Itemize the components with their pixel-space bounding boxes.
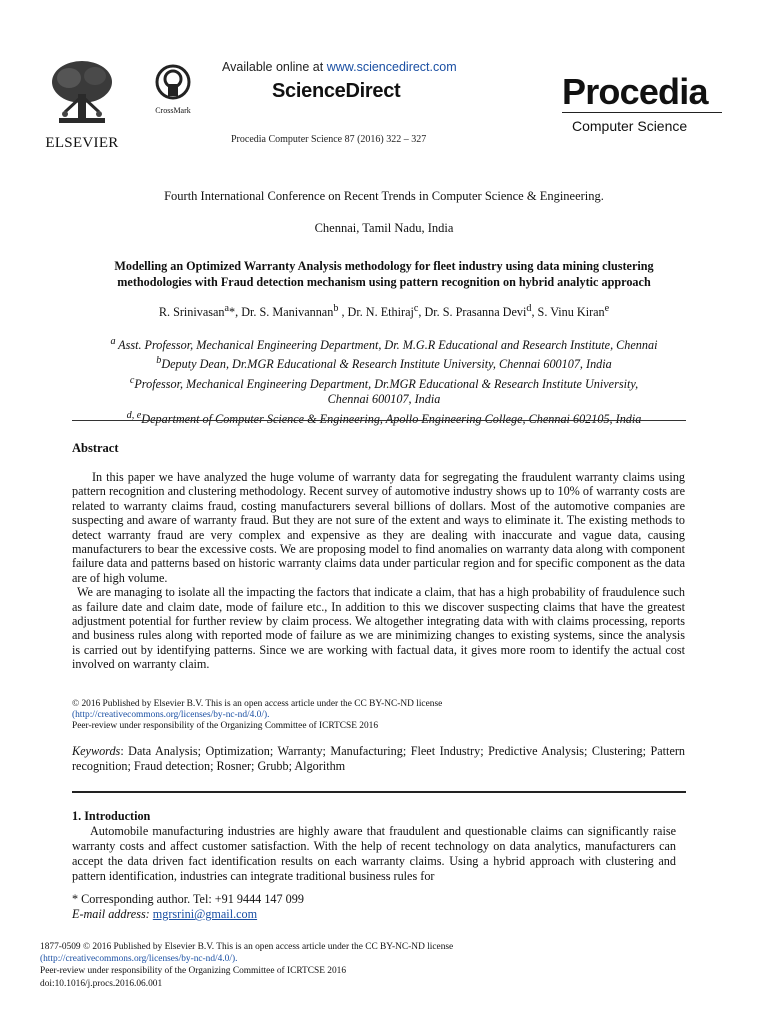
crossmark-icon (155, 64, 191, 100)
affiliation-a (0, 334, 768, 353)
conference-location: Chennai, Tamil Nadu, India (314, 221, 454, 235)
author-mark: , (531, 305, 538, 320)
affiliation-sup: a (110, 336, 119, 347)
author-name: R. Srinivasan (158, 305, 225, 320)
doi[interactable]: doi:10.1016/j.procs.2016.06.001 (40, 978, 163, 989)
crossmark-label: CrossMark (155, 106, 191, 115)
abstract-paragraph-2: We are managing to isolate all the impacting the factors that indicate a claim, that has a high probability of fraudulence such as failure date and claim date, mode of failure etc., In addition to this we discover suspecting claims that have the greatest adjustment potential for further review by claim process. We altogether integrating data with with claims processing, reports and business rules along with reported mode of failure as we are minimizing changes to existing systems, since the analysis is carried out by identifying patterns. Since we are working with factual data, it gives more room to identify the actual cost involved on warranty claim. (72, 585, 685, 672)
introduction-paragraph: Automobile manufacturing industries are highly aware that fraudulent and questionable claims can significantly raise warranty costs and affect customer satisfaction. With the help of recent technology on data analytics, manufacturers can accept the data driven fact identification results on each warranty claims. Using a hybrid approach with clustering and pattern identification, industries can integrate traditional business rules for (72, 824, 676, 883)
affiliation-c (0, 373, 768, 392)
elsevier-logo (40, 58, 124, 152)
author-mark: , (418, 305, 425, 320)
procedia-subtitle: Computer Science (572, 118, 688, 134)
paper-title (0, 258, 768, 290)
corresponding-footnote (72, 892, 304, 922)
author-mark: , (338, 305, 348, 320)
email-label: E-mail address: (72, 907, 150, 921)
affiliation-text: Professor, Mechanical Engineering Department, Dr.MGR Educational & Research Institute University, (134, 377, 639, 391)
abstract-body (72, 470, 685, 672)
affiliation-b (0, 353, 768, 372)
email-link[interactable]: mgrsrini@gmail.com (152, 907, 258, 921)
abstract-paragraph-1: In this paper we have analyzed the huge volume of warranty data for segregating the fraudulent warranty claims using pattern recognition and clustering methodology. Recent survey of automotive industry shows up to 10% of warranty costs are related to warranty claims fraud, costing manufacturers several billions of dollars. Most of the automotive companies are suspecting and aware of warranty fraud. But they are not sure of the extent and ways to eliminate it. The existing methods to detect warranty fraud are very complex and expensive as they are dealing with inaccurate and vague data, causing manufacturers to bear the excessive costs. We are proposing model to find anomalies on warranty data along with component failure data and patterns based on historic warranty claims data under particular region and for specific component as the data are of high volume. (72, 470, 685, 585)
author-name: Dr. S. Prasanna Devi (424, 305, 527, 320)
author-sup: a (224, 303, 230, 314)
affiliation-text: Chennai 600107, India (327, 392, 441, 407)
crossmark-badge[interactable] (150, 64, 196, 115)
author-list (0, 303, 768, 320)
author-name: Dr. N. Ethiraj (347, 305, 414, 320)
journal-citation: Procedia Computer Science 87 (2016) 322 – 327 (231, 134, 427, 145)
corresponding-author: * Corresponding author. Tel: +91 9444 147 099 (72, 892, 304, 906)
conference-name: Fourth International Conference on Recent Trends in Computer Science & Engineering. (164, 189, 604, 203)
procedia-wordmark: Procedia (562, 71, 708, 112)
abstract-heading: Abstract (72, 441, 119, 455)
author-sup: e (604, 303, 610, 314)
affiliation-sup: c (129, 374, 135, 386)
author-mark: *, (229, 305, 242, 320)
affiliation-sup: b (156, 355, 162, 367)
elsevier-wordmark: ELSEVIER (45, 135, 119, 151)
sciencedirect-logo: ScienceDirect (272, 80, 401, 102)
keywords (72, 744, 685, 774)
procedia-logo (562, 60, 722, 144)
copyright-line: © 2016 Published by Elsevier B.V. This is an open access article under the CC BY-NC-ND license (72, 699, 443, 709)
peer-review-line: Peer-review under responsibility of the Organizing Committee of ICRTCSE 2016 (72, 721, 379, 732)
affiliation-sup: d, e (126, 409, 142, 421)
affiliations (0, 334, 768, 427)
introduction-body (72, 824, 676, 884)
bottom-peer-review: Peer-review under responsibility of the Organizing Committee of ICRTCSE 2016 (40, 966, 347, 977)
affiliation-text: Asst. Professor, Mechanical Engineering Department, Dr. M.G.R Educational and Research Institute, Chennai (118, 338, 658, 353)
email-line (72, 907, 304, 922)
affiliation-c-cont (0, 392, 768, 407)
author-name: S. Vinu Kiran (537, 305, 605, 320)
bottom-metadata (40, 941, 453, 990)
affiliation-text: Deputy Dean, Dr.MGR Educational & Research Institute University, Chennai 600107, India (161, 357, 612, 372)
keywords-label: Keywords (72, 744, 121, 758)
title-line-2: methodologies with Fraud detection mechanism using pattern recognition on hybrid analytic approach (117, 275, 651, 289)
affiliation-text: Department of Computer Science & Engineering, Apollo Engineering College, Chennai 602105, India (141, 411, 642, 426)
title-line-1: Modelling an Optimized Warranty Analysis methodology for fleet industry using data mining clustering (114, 259, 654, 273)
introduction-heading: 1. Introduction (72, 809, 151, 823)
author-sup: d (526, 303, 532, 314)
copyright-notice (72, 699, 685, 733)
author-name: Dr. S. Manivannan (241, 305, 334, 320)
available-prefix: Available online at (222, 60, 327, 74)
author-sup: b (333, 303, 339, 314)
procedia-divider (562, 112, 722, 113)
sciencedirect-link[interactable]: www.sciencedirect.com (326, 60, 457, 74)
issn-license-line: 1877-0509 © 2016 Published by Elsevier B.V. This is an open access article under the CC BY-NC-ND license (40, 942, 454, 952)
elsevier-tree-icon (47, 58, 117, 128)
bottom-license-link[interactable]: (http://creativecommons.org/licenses/by-nc-nd/4.0/). (40, 954, 238, 965)
author-sup: c (413, 303, 419, 314)
affiliation-de (0, 408, 768, 427)
available-online (222, 60, 457, 74)
section-divider (72, 791, 686, 793)
keywords-text: : Data Analysis; Optimization; Warranty; Manufacturing; Fleet Industry; Predictive Analysis; Clustering; Pattern recognition; Fraud detection; Rosner; Grubb; Algorithm (72, 744, 685, 773)
header-separator (72, 420, 686, 421)
license-link[interactable]: (http://creativecommons.org/licenses/by-nc-nd/4.0/). (72, 710, 270, 721)
